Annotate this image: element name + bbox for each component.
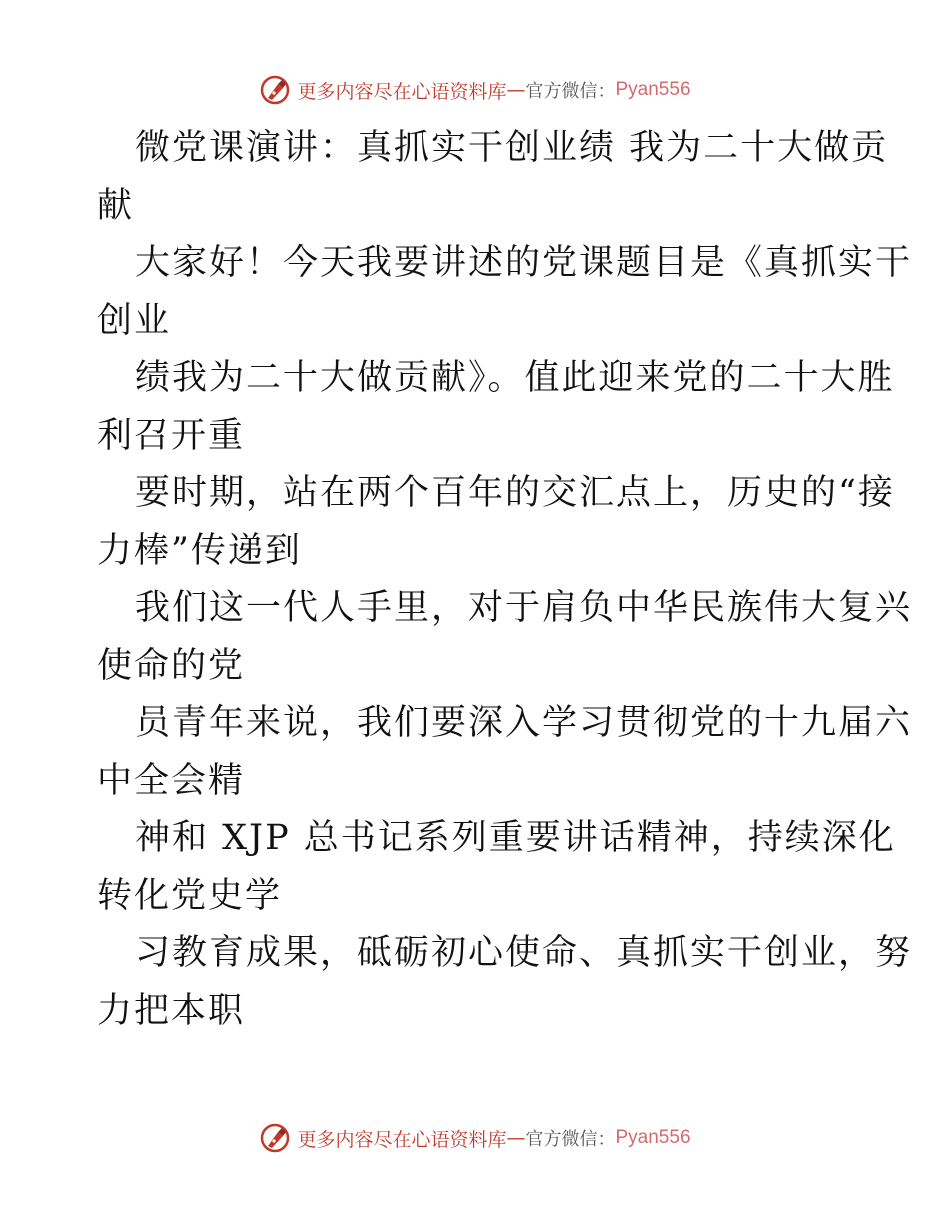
header-banner	[0, 70, 950, 110]
text-line-14: 转化党史学	[97, 875, 283, 916]
header-separator: —	[506, 79, 526, 101]
document-body	[97, 120, 913, 1040]
text-line-10: 使命的党	[97, 645, 246, 686]
text-line-8: 力棒”传递到	[97, 530, 302, 571]
header-brand-text: 更多内容尽在心语资料库	[297, 80, 507, 103]
text-line-15: 习教育成果，砥砺初心使命、真抓实干创业，努	[135, 933, 913, 973]
text-line-5: 绩我为二十大做贡献》。值此迎来党的二十大胜	[135, 358, 895, 398]
text-line-13: 神和 XJP 总书记系列重要讲话精神，持续深化	[135, 818, 896, 858]
footer-separator: —	[506, 1127, 526, 1149]
text-line-12: 中全会精	[97, 760, 246, 801]
footer-wechat-id: Pyan556	[615, 1127, 691, 1148]
text-line-6: 利召开重	[97, 415, 246, 456]
text-line-11: 员青年来说，我们要深入学习贯彻党的十九届六	[135, 703, 913, 743]
pen-nib-logo-icon	[259, 1122, 291, 1154]
text-line-1: 微党课演讲：真抓实干创业绩 我为二十大做贡	[135, 128, 889, 168]
pen-nib-logo-icon	[259, 74, 291, 106]
header-wechat-id: Pyan556	[615, 79, 691, 100]
footer-banner	[0, 1118, 950, 1158]
footer-brand-text: 更多内容尽在心语资料库	[297, 1128, 507, 1151]
text-line-16: 力把本职	[97, 990, 246, 1031]
text-line-9: 我们这一代人手里，对于肩负中华民族伟大复兴	[135, 588, 913, 628]
text-line-4: 创业	[97, 300, 172, 341]
header-wechat-label: 官方微信：	[525, 81, 616, 102]
text-line-7: 要时期，站在两个百年的交汇点上，历史的“接	[135, 473, 895, 513]
text-line-3: 大家好！今天我要讲述的党课题目是《真抓实干	[135, 243, 913, 283]
text-line-2: 献	[97, 185, 135, 226]
footer-wechat-label: 官方微信：	[525, 1129, 616, 1150]
